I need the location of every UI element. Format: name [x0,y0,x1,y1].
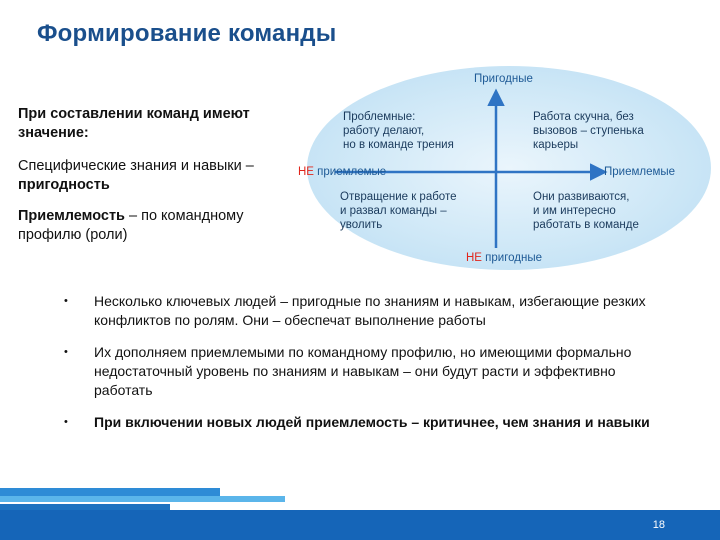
bullet-marker: • [64,295,68,307]
axis-label-unacceptable [298,166,386,178]
acceptability-text-a: Приемлемость [18,208,125,224]
quadrant-top-left-line: работу делают, [343,125,425,137]
quadrant-top-left-line: но в команде трения [343,139,454,151]
quadrant-bottom-right-line: Они развиваются, [533,191,630,203]
bullet-text: Несколько ключевых людей – пригодные по знаниям и навыкам, избегающие резких конфликтов по ролям. Они – обеспечат выполнение работы [94,293,646,328]
axis-label-unacceptable-rest: приемлемые [313,166,387,178]
quadrant-bottom-right-line: работать в команде [533,219,639,231]
quadrant-top-left [343,110,454,152]
quadrant-top-right-line: карьеры [533,139,579,151]
bullet-marker: • [64,416,68,428]
quadrant-bottom-right [533,190,639,232]
slide-title: Формирование команды [37,20,337,47]
quadrant-bottom-left-line: уволить [340,219,383,231]
bullet-item [64,292,664,330]
page-number: 18 [652,519,665,531]
quadrant-top-right-line: Работа скучна, без [533,111,634,123]
axis-label-unsuitable-not: НЕ [466,252,482,264]
quadrant-top-right [533,110,644,152]
bullet-text: Их дополняем приемлемыми по командному профилю, но имеющими формально недостаточный уровень по знаниям и навыкам – они будут расти и эффективно работать [94,344,632,398]
quadrant-top-left-line: Проблемные: [343,111,416,123]
footer-bar [0,510,720,540]
footer-stripe [0,496,285,502]
quadrant-bottom-left-line: и развал команды – [340,205,447,217]
axis-label-suitable: Пригодные [474,73,533,85]
axis-label-unsuitable-rest: пригодные [481,252,543,264]
bullet-item [64,413,664,432]
acceptability-text-b: – по командному профилю (роли) [18,208,244,243]
bullet-marker: • [64,346,68,358]
quadrant-bottom-right-line: и им интересно [533,205,616,217]
bullet-text: При включении новых людей приемлемость – критичнее, чем знания и навыки [94,414,650,430]
bullet-list [64,292,664,432]
axis-label-acceptable: Приемлемые [604,166,676,178]
quadrant-bottom-left [340,190,457,232]
skills-text-b: пригодность [18,177,110,193]
axis-label-unacceptable-not: НЕ [298,166,314,178]
quadrant-bottom-left-line: Отвращение к работе [340,191,457,203]
quadrant-top-right-line: вызовов – ступенька [533,125,644,137]
axis-label-unsuitable [466,252,542,264]
footer-stripe [0,488,220,496]
intro-text: При составлении команд имеют значение: [18,106,250,141]
skills-text-a: Специфические знания и навыки – [18,158,254,174]
bullet-item [64,343,664,400]
